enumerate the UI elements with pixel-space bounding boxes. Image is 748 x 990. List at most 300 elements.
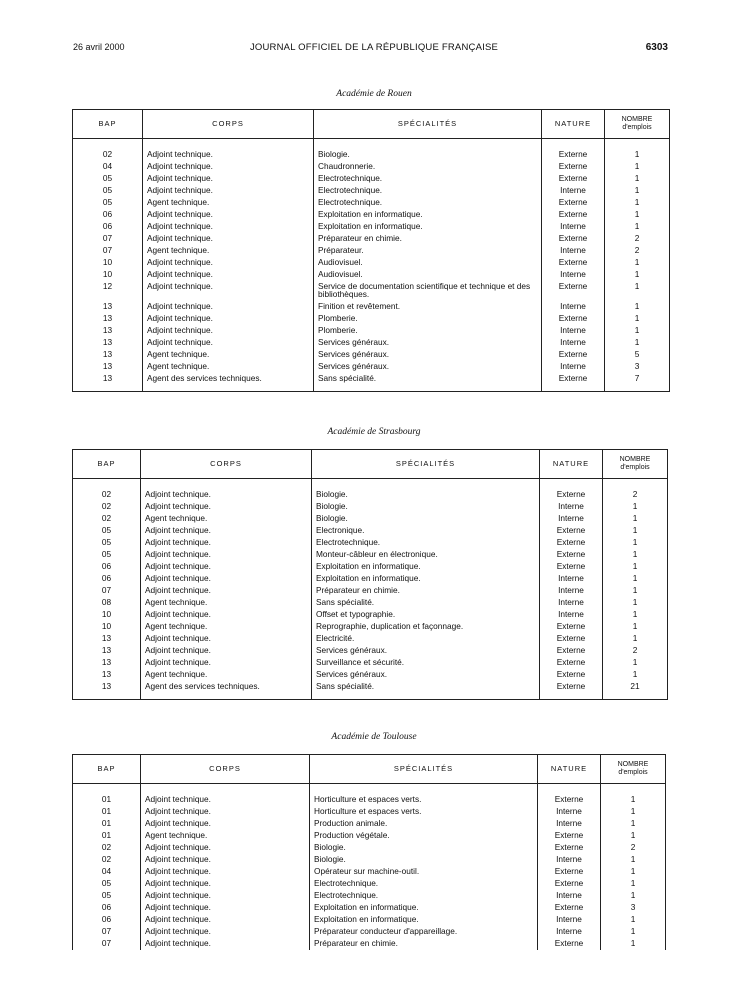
table-row — [73, 561, 668, 573]
table-row — [73, 818, 666, 830]
cell-nombre: 1 — [601, 818, 666, 830]
cell-nature: Externe — [542, 349, 605, 361]
cell-nombre: 1 — [603, 513, 668, 525]
cell-corps: Adjoint technique. — [143, 173, 314, 185]
cell-nature: Externe — [540, 561, 603, 573]
cell-specialite: Exploitation en informatique. — [312, 561, 540, 573]
cell-nombre: 3 — [605, 361, 670, 373]
cell-specialite: Horticulture et espaces verts. — [310, 794, 538, 806]
cell-specialite: Horticulture et espaces verts. — [310, 806, 538, 818]
cell-nombre: 1 — [605, 149, 670, 161]
table-row — [73, 866, 666, 878]
spacer-cell — [310, 784, 538, 795]
cell-corps: Agent des services techniques. — [141, 681, 312, 693]
cell-corps: Adjoint technique. — [141, 501, 312, 513]
cell-bap: 05 — [102, 185, 113, 195]
cell-corps: Adjoint technique. — [141, 573, 312, 585]
table-row — [73, 269, 670, 281]
cell-nombre: 2 — [603, 489, 668, 501]
table-row — [73, 621, 668, 633]
cell-nature: Interne — [542, 221, 605, 233]
column-header-bap: BAP — [73, 110, 143, 139]
cell-nombre: 1 — [603, 621, 668, 633]
cell-nature: Externe — [542, 281, 605, 301]
section-title-rouen: Académie de Rouen — [336, 89, 412, 99]
cell-bap: 06 — [101, 573, 112, 583]
cell-nature: Interne — [540, 573, 603, 585]
cell-specialite: Biologie. — [312, 513, 540, 525]
cell-bap: 13 — [102, 336, 113, 347]
cell-corps: Adjoint technique. — [141, 633, 312, 645]
cell-bap: 05 — [101, 549, 112, 559]
cell-nombre: 1 — [605, 161, 670, 173]
cell-corps: Agent technique. — [141, 597, 312, 609]
cell-bap: 07 — [101, 585, 112, 595]
cell-nature: Externe — [538, 830, 601, 842]
cell-nature: Interne — [542, 245, 605, 257]
cell-nombre: 21 — [603, 681, 668, 693]
cell-nature: Externe — [538, 842, 601, 854]
cell-bap: 13 — [102, 300, 113, 311]
column-header-corps: CORPS — [141, 450, 312, 479]
cell-bap: 06 — [101, 902, 112, 912]
cell-nature: Interne — [542, 269, 605, 281]
cell-specialite: Services généraux. — [314, 337, 542, 349]
cell-nature: Interne — [538, 914, 601, 926]
table-row — [73, 890, 666, 902]
cell-corps: Adjoint technique. — [143, 257, 314, 269]
cell-nombre: 2 — [603, 645, 668, 657]
cell-nombre: 1 — [605, 313, 670, 325]
table-header-row — [73, 755, 666, 784]
cell-nature: Externe — [542, 373, 605, 385]
cell-bap: 01 — [101, 806, 112, 816]
page-number: 6303 — [645, 42, 668, 53]
table-row — [73, 301, 670, 313]
table-row — [73, 245, 670, 257]
cell-corps: Adjoint technique. — [141, 842, 310, 854]
table-toulouse — [72, 754, 666, 950]
spacer-row — [73, 784, 666, 795]
cell-specialite: Services généraux. — [314, 349, 542, 361]
table-row — [73, 609, 668, 621]
cell-bap: 02 — [101, 854, 112, 864]
cell-corps: Adjoint technique. — [141, 489, 312, 501]
spacer-cell — [540, 479, 603, 490]
cell-corps: Adjoint technique. — [141, 657, 312, 669]
cell-nature: Externe — [542, 233, 605, 245]
cell-nature: Externe — [542, 209, 605, 221]
cell-specialite: Préparateur en chimie. — [314, 233, 542, 245]
cell-corps: Adjoint technique. — [141, 926, 310, 938]
table-row — [73, 325, 670, 337]
spacer-row — [73, 479, 668, 490]
cell-bap: 13 — [102, 324, 113, 335]
cell-bap: 10 — [101, 609, 112, 619]
cell-nombre: 1 — [603, 585, 668, 597]
cell-corps: Adjoint technique. — [141, 890, 310, 902]
cell-nombre: 3 — [601, 902, 666, 914]
cell-nature: Interne — [542, 301, 605, 313]
column-header-nombre-line2: d'emplois — [622, 124, 652, 131]
cell-specialite: Surveillance et sécurité. — [312, 657, 540, 669]
table-header-row — [73, 110, 670, 139]
cell-specialite: Electrotechnique. — [314, 173, 542, 185]
cell-specialite: Exploitation en informatique. — [310, 914, 538, 926]
cell-corps: Adjoint technique. — [143, 301, 314, 313]
cell-corps: Adjoint technique. — [141, 818, 310, 830]
cell-nombre: 1 — [601, 866, 666, 878]
cell-corps: Adjoint technique. — [141, 525, 312, 537]
cell-nombre: 1 — [603, 537, 668, 549]
table-row — [73, 281, 670, 301]
cell-nombre: 1 — [603, 561, 668, 573]
cell-corps: Adjoint technique. — [141, 609, 312, 621]
column-header-nombre-line1: NOMBRE — [617, 761, 649, 769]
cell-specialite: Préparateur en chimie. — [312, 585, 540, 597]
cell-bap: 13 — [101, 633, 112, 643]
table-row — [73, 926, 666, 938]
cell-specialite: Biologie. — [314, 149, 542, 161]
cell-nature: Interne — [540, 501, 603, 513]
cell-nombre: 1 — [601, 914, 666, 926]
cell-corps: Adjoint technique. — [141, 561, 312, 573]
cell-corps: Adjoint technique. — [141, 854, 310, 866]
cell-corps: Adjoint technique. — [141, 794, 310, 806]
table-row — [73, 585, 668, 597]
column-header-specialites: SPÉCIALITÉS — [310, 755, 538, 784]
cell-bap: 02 — [101, 842, 112, 852]
cell-nombre: 1 — [605, 221, 670, 233]
spacer-cell — [141, 693, 312, 700]
column-header-nature: NATURE — [542, 110, 605, 139]
table-row — [73, 830, 666, 842]
cell-nombre: 1 — [601, 878, 666, 890]
spacer-cell — [542, 385, 605, 392]
cell-corps: Adjoint technique. — [141, 938, 310, 950]
column-header-specialites: SPÉCIALITÉS — [312, 450, 540, 479]
section-title-strasbourg: Académie de Strasbourg — [327, 427, 421, 437]
spacer-cell — [141, 784, 310, 795]
cell-bap: 05 — [102, 173, 113, 183]
cell-nombre: 1 — [603, 669, 668, 681]
cell-specialite: Sans spécialité. — [312, 597, 540, 609]
cell-specialite: Production animale. — [310, 818, 538, 830]
cell-bap: 12 — [102, 281, 113, 291]
cell-nature: Externe — [540, 645, 603, 657]
cell-specialite: Audiovisuel. — [314, 269, 542, 281]
cell-specialite: Electrotechnique. — [314, 197, 542, 209]
cell-bap: 02 — [101, 513, 112, 523]
cell-corps: Adjoint technique. — [143, 161, 314, 173]
table-row — [73, 645, 668, 657]
cell-bap: 01 — [101, 830, 112, 840]
table-header-row — [73, 450, 668, 479]
table-row — [73, 657, 668, 669]
cell-bap: 02 — [101, 489, 112, 499]
spacer-cell — [73, 693, 141, 700]
spacer-cell — [312, 479, 540, 490]
spacer-cell — [601, 784, 666, 795]
cell-nature: Interne — [538, 818, 601, 830]
cell-bap: 13 — [101, 669, 112, 679]
cell-nature: Interne — [538, 806, 601, 818]
cell-nature: Externe — [540, 621, 603, 633]
cell-nombre: 2 — [601, 842, 666, 854]
cell-specialite: Préparateur en chimie. — [310, 938, 538, 950]
cell-specialite: Biologie. — [312, 489, 540, 501]
cell-nature: Externe — [540, 525, 603, 537]
cell-corps: Adjoint technique. — [143, 313, 314, 325]
cell-specialite: Exploitation en informatique. — [312, 573, 540, 585]
table-row — [73, 573, 668, 585]
spacer-cell — [73, 784, 141, 795]
cell-corps: Adjoint technique. — [141, 537, 312, 549]
spacer-cell — [73, 385, 143, 392]
cell-nature: Externe — [542, 173, 605, 185]
cell-nombre: 1 — [605, 209, 670, 221]
cell-bap: 05 — [101, 890, 112, 900]
table-row — [73, 501, 668, 513]
spacer-cell — [314, 385, 542, 392]
spacer-cell — [603, 479, 668, 490]
cell-corps: Adjoint technique. — [141, 902, 310, 914]
column-header-bap: BAP — [73, 755, 141, 784]
cell-nature: Externe — [538, 902, 601, 914]
cell-corps: Adjoint technique. — [143, 221, 314, 233]
cell-nombre: 1 — [603, 525, 668, 537]
column-header-specialites: SPÉCIALITÉS — [314, 110, 542, 139]
cell-nombre: 1 — [601, 926, 666, 938]
cell-corps: Adjoint technique. — [141, 866, 310, 878]
cell-corps: Adjoint technique. — [143, 325, 314, 337]
table-row — [73, 337, 670, 349]
cell-nature: Externe — [538, 866, 601, 878]
column-header-nombre-line2: d'emplois — [620, 464, 650, 471]
cell-bap: 02 — [101, 501, 112, 511]
cell-corps: Agent technique. — [141, 669, 312, 681]
cell-nature: Externe — [538, 878, 601, 890]
cell-bap: 07 — [101, 938, 112, 948]
cell-bap: 13 — [101, 681, 112, 691]
cell-corps: Adjoint technique. — [141, 585, 312, 597]
spacer-cell — [605, 385, 670, 392]
cell-bap: 08 — [101, 597, 112, 607]
table-rouen — [72, 109, 670, 392]
cell-nombre: 1 — [605, 197, 670, 209]
cell-nombre: 1 — [603, 501, 668, 513]
cell-nature: Externe — [542, 149, 605, 161]
cell-bap: 05 — [101, 878, 112, 888]
cell-corps: Adjoint technique. — [143, 281, 314, 301]
table-row — [73, 878, 666, 890]
table-row — [73, 349, 670, 361]
cell-nature: Externe — [542, 313, 605, 325]
cell-nombre: 1 — [603, 573, 668, 585]
cell-corps: Agent technique. — [141, 621, 312, 633]
cell-specialite: Opérateur sur machine-outil. — [310, 866, 538, 878]
cell-specialite: Electricité. — [312, 633, 540, 645]
cell-corps: Adjoint technique. — [143, 269, 314, 281]
spacer-cell — [143, 139, 314, 150]
header-date: 26 avril 2000 — [73, 42, 125, 52]
cell-nombre: 1 — [605, 185, 670, 197]
cell-nombre: 1 — [603, 633, 668, 645]
column-header-corps: CORPS — [141, 755, 310, 784]
cell-nombre: 2 — [605, 245, 670, 257]
cell-bap: 04 — [102, 161, 113, 171]
table-row — [73, 149, 670, 161]
cell-bap: 10 — [102, 257, 113, 267]
column-header-nature: NATURE — [540, 450, 603, 479]
cell-nature: Interne — [540, 597, 603, 609]
cell-bap: 06 — [101, 561, 112, 571]
cell-specialite: Production végétale. — [310, 830, 538, 842]
table-row — [73, 842, 666, 854]
cell-corps: Agent technique. — [143, 349, 314, 361]
cell-specialite: Préparateur conducteur d'appareillage. — [310, 926, 538, 938]
cell-nature: Externe — [540, 633, 603, 645]
cell-bap: 04 — [101, 866, 112, 876]
table-row — [73, 681, 668, 693]
cell-specialite: Finition et revêtement. — [314, 301, 542, 313]
cell-nombre: 1 — [603, 657, 668, 669]
cell-nature: Externe — [538, 794, 601, 806]
cell-nature: Externe — [538, 938, 601, 950]
cell-specialite: Audiovisuel. — [314, 257, 542, 269]
table-row — [73, 914, 666, 926]
cell-bap: 06 — [101, 914, 112, 924]
cell-bap: 13 — [102, 312, 113, 323]
cell-corps: Adjoint technique. — [143, 185, 314, 197]
cell-nombre: 7 — [605, 373, 670, 385]
table-row — [73, 313, 670, 325]
cell-bap: 13 — [101, 645, 112, 655]
cell-corps: Adjoint technique. — [141, 806, 310, 818]
cell-nombre: 2 — [605, 233, 670, 245]
column-header-corps: CORPS — [143, 110, 314, 139]
cell-specialite: Services généraux. — [312, 645, 540, 657]
cell-nature: Interne — [540, 513, 603, 525]
table-row — [73, 549, 668, 561]
table-row — [73, 525, 668, 537]
cell-nombre: 1 — [605, 257, 670, 269]
cell-specialite: Electrotechnique. — [310, 890, 538, 902]
table-row — [73, 806, 666, 818]
cell-specialite: Biologie. — [312, 501, 540, 513]
table-row — [73, 938, 666, 950]
cell-specialite: Reprographie, duplication et façonnage. — [312, 621, 540, 633]
table-row — [73, 233, 670, 245]
cell-corps: Adjoint technique. — [143, 149, 314, 161]
cell-corps: Adjoint technique. — [141, 878, 310, 890]
cell-corps: Agent technique. — [143, 245, 314, 257]
cell-nombre: 1 — [603, 597, 668, 609]
cell-nature: Interne — [538, 890, 601, 902]
cell-nombre: 1 — [601, 830, 666, 842]
cell-nature: Interne — [542, 337, 605, 349]
cell-specialite: Plomberie. — [314, 313, 542, 325]
table-row — [73, 173, 670, 185]
header-title: JOURNAL OFFICIEL DE LA RÉPUBLIQUE FRANÇAISE — [249, 42, 499, 53]
cell-nature: Interne — [542, 361, 605, 373]
column-header-nature: NATURE — [538, 755, 601, 784]
spacer-row — [73, 139, 670, 150]
spacer-cell — [542, 139, 605, 150]
spacer-cell — [314, 139, 542, 150]
table-row — [73, 221, 670, 233]
cell-specialite: Electrotechnique. — [312, 537, 540, 549]
spacer-row — [73, 693, 668, 700]
table-row — [73, 489, 668, 501]
table-row — [73, 597, 668, 609]
cell-nature: Interne — [542, 325, 605, 337]
cell-bap: 10 — [101, 621, 112, 631]
table-row — [73, 209, 670, 221]
cell-nombre: 1 — [605, 269, 670, 281]
table-row — [73, 361, 670, 373]
cell-specialite: Service de documentation scientifique et technique et des bibliothèques. — [314, 281, 542, 301]
cell-nombre: 1 — [605, 337, 670, 349]
cell-nature: Interne — [542, 185, 605, 197]
table-row — [73, 854, 666, 866]
table-row — [73, 197, 670, 209]
cell-specialite: Sans spécialité. — [314, 373, 542, 385]
spacer-cell — [605, 139, 670, 150]
cell-corps: Adjoint technique. — [141, 914, 310, 926]
cell-bap: 02 — [102, 149, 113, 159]
cell-bap: 05 — [101, 525, 112, 535]
cell-nature: Externe — [540, 681, 603, 693]
column-header-nombre-line1: NOMBRE — [619, 456, 651, 464]
cell-specialite: Préparateur. — [314, 245, 542, 257]
cell-bap: 13 — [102, 348, 113, 359]
cell-specialite: Electrotechnique. — [314, 185, 542, 197]
cell-nombre: 1 — [605, 281, 670, 301]
cell-specialite: Offset et typographie. — [312, 609, 540, 621]
column-header-nombre — [601, 755, 666, 784]
cell-specialite: Exploitation en informatique. — [314, 209, 542, 221]
cell-corps: Agent des services techniques. — [143, 373, 314, 385]
cell-bap: 01 — [101, 794, 112, 804]
cell-nature: Interne — [540, 609, 603, 621]
cell-nature: Externe — [540, 537, 603, 549]
cell-specialite: Plomberie. — [314, 325, 542, 337]
spacer-row — [73, 385, 670, 392]
cell-bap: 07 — [102, 233, 113, 243]
table-row — [73, 513, 668, 525]
cell-nombre: 1 — [605, 173, 670, 185]
cell-specialite: Electronique. — [312, 525, 540, 537]
cell-corps: Agent technique. — [141, 830, 310, 842]
cell-specialite: Biologie. — [310, 854, 538, 866]
cell-specialite: Electrotechnique. — [310, 878, 538, 890]
cell-specialite: Biologie. — [310, 842, 538, 854]
cell-nombre: 1 — [601, 794, 666, 806]
cell-nombre: 1 — [605, 301, 670, 313]
cell-corps: Adjoint technique. — [143, 233, 314, 245]
cell-bap: 05 — [102, 197, 113, 207]
cell-corps: Agent technique. — [141, 513, 312, 525]
cell-nature: Externe — [540, 669, 603, 681]
section-title-toulouse: Académie de Toulouse — [331, 732, 417, 742]
spacer-cell — [540, 693, 603, 700]
table-row — [73, 633, 668, 645]
cell-bap: 01 — [101, 818, 112, 828]
cell-nature: Externe — [540, 489, 603, 501]
cell-nature: Interne — [540, 585, 603, 597]
cell-bap: 06 — [102, 221, 113, 231]
